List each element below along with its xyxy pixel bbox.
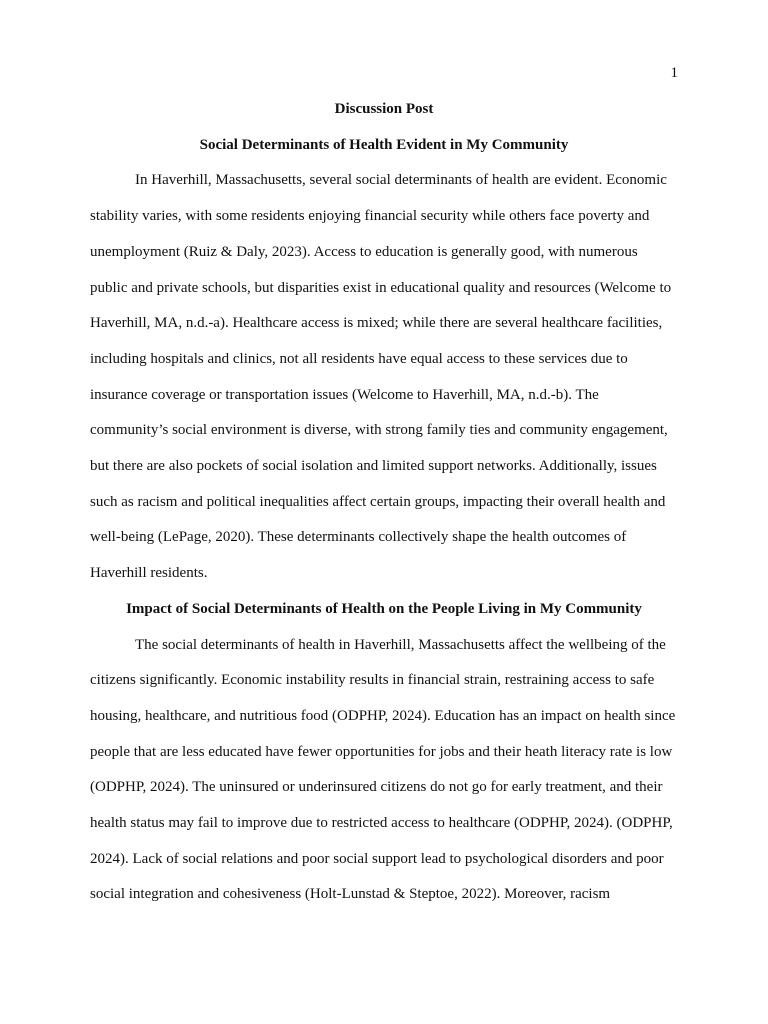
page-number: 1 (670, 65, 678, 81)
document-title: Discussion Post (334, 101, 434, 117)
section-heading-impact: Impact of Social Determinants of Health on the People Living in My Community (126, 600, 642, 617)
section-paragraph-impact: The social determinants of health in Haverhill, Massachusetts affect the wellbeing of the citizens significantly. Economic instability results in financial strain, restraining access to safe housing, healthcare, and nutritious food (ODPHP, 2024). Education has an impact on health since people that are less educated have fewer opportunities for jobs and their heath literacy rate is low (ODPHP, 2024). The uninsured or underinsured citizens do not go for early treatment, and their health status may fail to improve due to restricted access to healthcare (ODPHP, 2024). (ODPHP, 2024). Lack of social relations and poor social support lead to psychological disorders and poor social integration and cohesiveness (Holt-Lunstad & Steptoe, 2022). Moreover, racism (90, 636, 676, 903)
document-body (90, 92, 678, 913)
section-heading-determinants: Social Determinants of Health Evident in My Community (199, 136, 569, 153)
section-paragraph-determinants: In Haverhill, Massachusetts, several social determinants of health are evident. Economic stability varies, with some residents enjoying financial security while others face poverty and unemployment (Ruiz & Daly, 2023). Access to education is generally good, with numerous public and private schools, but disparities exist in educational quality and resources (Welcome to Haverhill, MA, n.d.-a). Healthcare access is mixed; while there are several healthcare facilities, including hospitals and clinics, not all residents have equal access to these services due to insurance coverage or transportation issues (Welcome to Haverhill, MA, n.d.-b). The community’s social environment is diverse, with strong family ties and community engagement, but there are also pockets of social isolation and limited support networks. Additionally, issues such as racism and political inequalities affect certain groups, impacting their overall health and well-being (LePage, 2020). These determinants collectively shape the health outcomes of Haverhill residents. (90, 172, 672, 582)
